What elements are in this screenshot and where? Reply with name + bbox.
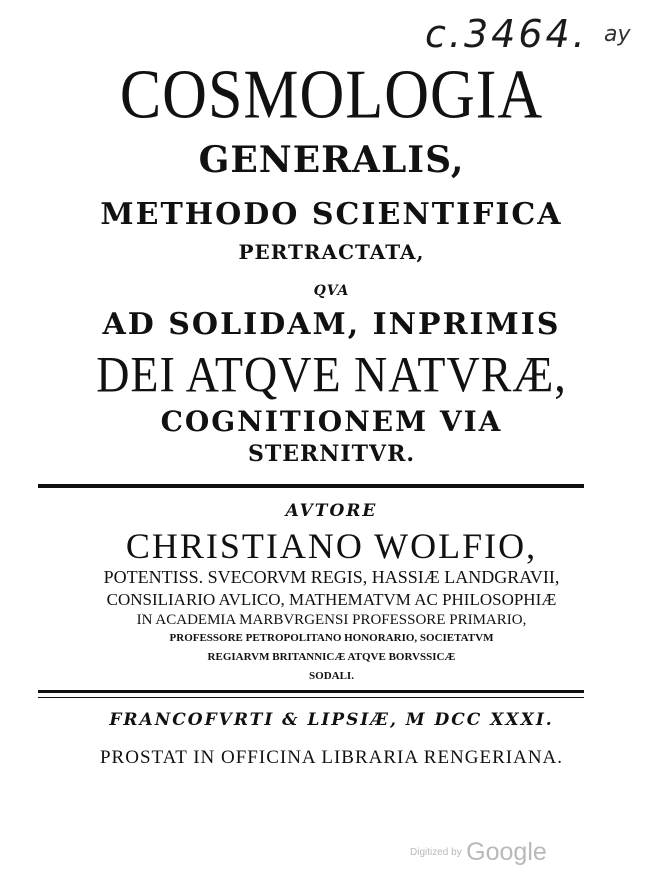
watermark-brand: Google — [466, 838, 547, 866]
double-rule-top — [38, 690, 584, 693]
author-label: AVTORE — [285, 501, 378, 521]
title-line-9: STERNITVR. — [247, 441, 416, 467]
divider-rule — [38, 484, 584, 488]
imprint-place-date: FRANCOFVRTI & LIPSIÆ, M DCC XXXI. — [109, 710, 554, 730]
author-title-1: POTENTISS. SVECORVM REGIS, HASSIÆ LANDGRAVII, — [103, 567, 560, 587]
double-rule-bottom — [38, 697, 584, 698]
title-line-8: COGNITIONEM VIA — [160, 405, 503, 438]
author-title-3: IN ACADEMIA MARBVRGENSI PROFESSORE PRIMARIO, — [136, 612, 527, 628]
author-title-6: SODALI. — [309, 670, 354, 682]
title-line-7: DEI ATQVE NATVRÆ, — [96, 346, 567, 403]
author-title-5: REGIARVM BRITANNICÆ ATQVE BORVSSICÆ — [207, 651, 456, 663]
title-line-6: AD SOLIDAM, INPRIMIS — [102, 307, 561, 342]
digitization-watermark — [410, 838, 547, 867]
title-line-4: PERTRACTATA, — [238, 240, 425, 264]
imprint-publisher: PROSTAT IN OFFICINA LIBRARIA RENGERIANA. — [99, 747, 564, 768]
handwritten-shelfmark: c.3464. — [425, 12, 588, 56]
title-line-5: QVA — [313, 283, 350, 299]
handwritten-note: ay — [604, 22, 631, 47]
watermark-prefix: Digitized by — [410, 847, 462, 858]
title-subtitle: GENERALIS, — [198, 139, 465, 181]
author-name: CHRISTIANO WOLFIO, — [125, 526, 538, 566]
author-title-2: CONSILIARIO AVLICO, MATHEMATVM AC PHILOSOPHIÆ — [106, 590, 557, 609]
author-title-4: PROFESSORE PETROPOLITANO HONORARIO, SOCIETATVM — [169, 632, 494, 644]
title-main: COSMOLOGIA — [119, 56, 544, 134]
title-line-3: METHODO SCIENTIFICA — [100, 197, 563, 232]
